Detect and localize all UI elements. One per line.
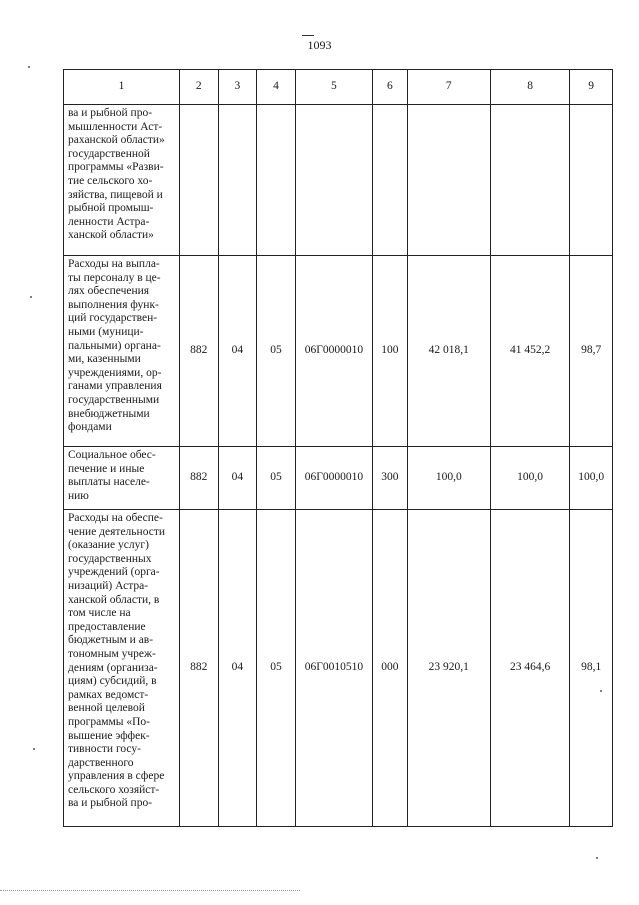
column-header: 8: [490, 70, 569, 105]
expense-type-cell: 000: [373, 510, 408, 827]
column-header: 1: [64, 70, 180, 105]
scan-speck: [28, 66, 30, 68]
percent-cell: 100,0: [570, 447, 613, 510]
table-cell: [295, 105, 372, 256]
section-cell: 04: [218, 510, 257, 827]
subsection-cell: 05: [257, 256, 296, 447]
executed-amount-cell: 23 464,6: [490, 510, 569, 827]
table-cell: [490, 105, 569, 256]
section-cell: 04: [218, 447, 257, 510]
executed-amount-cell: 41 452,2: [490, 256, 569, 447]
admin-code-cell: 882: [179, 447, 218, 510]
executed-amount-cell: 100,0: [490, 447, 569, 510]
table-cell: [570, 105, 613, 256]
column-header: 2: [179, 70, 218, 105]
target-article-cell: 06Г0000010: [295, 447, 372, 510]
row-description: Расходы на выпла- ты персоналу в це- лях обеспечения выполнения функ- ций государствен- ными (муници- пальными) органа- ми, казенными учреждениями, ор- ганами управления государственными внебюджетными фондами: [64, 256, 180, 447]
scan-speck: [596, 857, 598, 859]
table-row: [64, 256, 613, 447]
percent-cell: 98,7: [570, 256, 613, 447]
row-description: Расходы на обеспе- чение деятельности (оказание услуг) государственных учреждений (орга- низаций) Астра- ханской области, в том числе на предоставление бюджетным и ав- тономным учреж- дениям (организа- циям) субсидий, в рамках ведомст- венной целевой программы «По- вышение эффек- тивности госу- дарственного управления в сфере сельского хозяйст- ва и рыбной про-: [64, 510, 180, 827]
row-description: Социальное обес- печение и иные выплаты населе- нию: [64, 447, 180, 510]
expense-type-cell: 100: [373, 256, 408, 447]
table-cell: [373, 105, 408, 256]
column-header: 9: [570, 70, 613, 105]
column-header: 3: [218, 70, 257, 105]
section-cell: 04: [218, 256, 257, 447]
table-cell: [407, 105, 490, 256]
page-number-dash: [302, 35, 314, 36]
planned-amount-cell: 23 920,1: [407, 510, 490, 827]
planned-amount-cell: 42 018,1: [407, 256, 490, 447]
subsection-cell: 05: [257, 447, 296, 510]
scan-edge-line: [0, 890, 300, 892]
table-cell: [218, 105, 257, 256]
planned-amount-cell: 100,0: [407, 447, 490, 510]
table-row: [64, 510, 613, 827]
column-header: 7: [407, 70, 490, 105]
table-row: [64, 447, 613, 510]
page-number: 1093: [307, 38, 332, 52]
column-header: 4: [257, 70, 296, 105]
subsection-cell: 05: [257, 510, 296, 827]
table-cell: [257, 105, 296, 256]
budget-table: [63, 69, 613, 827]
target-article-cell: 06Г0010510: [295, 510, 372, 827]
admin-code-cell: 882: [179, 256, 218, 447]
admin-code-cell: 882: [179, 510, 218, 827]
table-row: [64, 105, 613, 256]
target-article-cell: 06Г0000010: [295, 256, 372, 447]
table-cell: [179, 105, 218, 256]
column-header: 6: [373, 70, 408, 105]
table-header-row: [64, 70, 613, 105]
scan-speck: [33, 748, 35, 750]
row-description: ва и рыбной про- мышленности Аст- раханской области» государственной программы «Разви- тие сельского хо- зяйства, пищевой и рыбной промыш- ленности Астра- ханской области»: [64, 105, 180, 256]
expense-type-cell: 300: [373, 447, 408, 510]
percent-cell: 98,1: [570, 510, 613, 827]
scan-speck: [30, 296, 32, 298]
column-header: 5: [295, 70, 372, 105]
scan-speck: [600, 690, 602, 692]
